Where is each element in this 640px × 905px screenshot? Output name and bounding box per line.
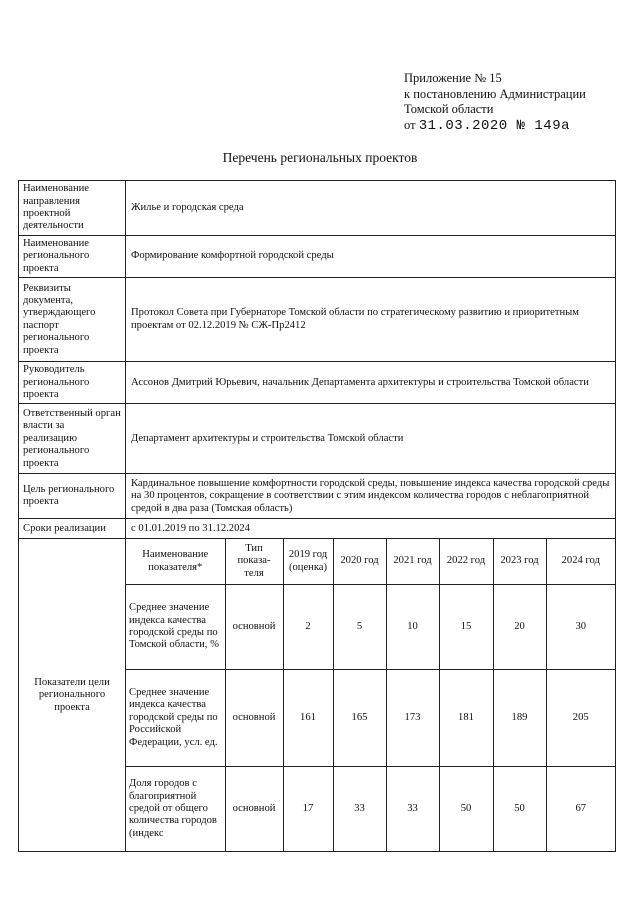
indicators-row [19,539,616,852]
indicator-row [126,584,615,669]
indicator-name: Доля городов с благоприятной средой от общего количества городов (индекс [126,766,225,851]
indicator-value: 50 [493,766,546,851]
header-cell: Наименование показателя* [126,539,225,584]
indicator-value: 15 [439,584,493,669]
indicator-value: 161 [283,669,333,766]
indicator-value: 189 [493,669,546,766]
row-value: Ассонов Дмитрий Юрьевич, начальник Департамента архитектуры и строительства Томской области [126,362,616,404]
indicator-type: основной [225,766,283,851]
row-label: Наименование регионального проекта [19,236,126,278]
row-label: Цель регионального проекта [19,474,126,519]
indicators-header-row [126,539,615,584]
indicator-name: Среднее значение индекса качества городской среды по Российской Федерации, усл. ед. [126,669,225,766]
indicator-type: основной [225,584,283,669]
indicator-value: 181 [439,669,493,766]
page-title: Перечень региональных проектов [222,150,418,165]
header-cell: Тип показа-теля [225,539,283,584]
indicator-row [126,669,615,766]
projects-table [18,180,616,852]
header-cell: 2020 год [333,539,386,584]
table-row [19,236,616,278]
indicator-name: Среднее значение индекса качества городской среды по Томской области, % [126,584,225,669]
row-label: Сроки реализации [19,519,126,539]
header-cell: 2019 год (оценка) [283,539,333,584]
row-label: Ответственный орган власти за реализацию регионального проекта [19,404,126,474]
indicators-label: Показатели цели регионального проекта [19,539,126,852]
table-row [19,404,616,474]
indicator-value: 30 [546,584,615,669]
header-cell: 2024 год [546,539,615,584]
indicator-value: 205 [546,669,615,766]
indicator-value: 17 [283,766,333,851]
row-value: Протокол Совета при Губернаторе Томской области по стратегическому развитию и приоритетным проектам от 02.12.2019 № СЖ-Пр2412 [126,278,616,362]
date-prefix: от [404,117,416,132]
indicator-value: 2 [283,584,333,669]
indicator-value: 50 [439,766,493,851]
indicator-value: 20 [493,584,546,669]
indicator-value: 5 [333,584,386,669]
resolution-date: 31.03.2020 № 149а [418,117,571,134]
indicator-value: 33 [386,766,439,851]
indicator-type: основной [225,669,283,766]
row-value: Жилье и городская среда [126,181,616,236]
row-label: Реквизиты документа, утверждающего паспорт регионального проекта [19,278,126,362]
indicator-value: 33 [333,766,386,851]
indicator-row [126,766,615,851]
indicator-value: 173 [386,669,439,766]
table-row [19,181,616,236]
header-cell: 2021 год [386,539,439,584]
resolution-ref: к постановлению Администрации [404,86,586,101]
row-value: Формирование комфортной городской среды [126,236,616,278]
indicator-value: 67 [575,802,587,814]
table-row [19,278,616,362]
table-row [19,362,616,404]
appendix-number: Приложение № 15 [404,71,502,85]
row-label: Наименование направления проектной деятельности [19,181,126,236]
row-label: Руководитель регионального проекта [19,362,126,404]
indicator-value: 10 [386,584,439,669]
appendix-header [404,71,586,134]
indicators-table [126,539,615,851]
resolution-date-line [404,118,586,135]
indicator-value: 165 [333,669,386,766]
row-value: с 01.01.2019 по 31.12.2024 [126,519,616,539]
row-value: Департамент архитектуры и строительства Томской области [126,404,616,474]
indicators-cell [126,539,616,852]
row-value: Кардинальное повышение комфортности городской среды, повышение индекса качества городской среды на 30 процентов, сокращение в соответствии с этим индексом количества городов с неблагоприятной средой в два раза (Томская область) [126,474,616,519]
region-name: Томской области [404,102,494,116]
header-cell: 2022 год [439,539,493,584]
table-row [19,474,616,519]
header-cell: 2023 год [493,539,546,584]
table-row [19,519,616,539]
